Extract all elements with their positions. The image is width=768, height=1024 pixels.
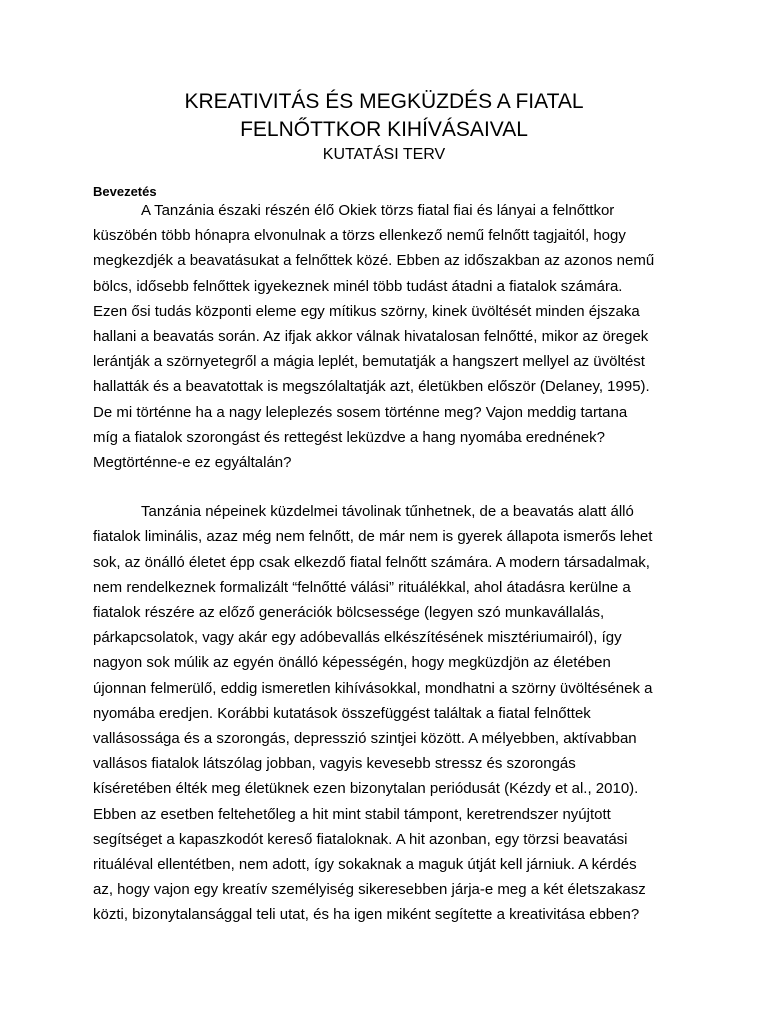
document-body [93, 198, 683, 928]
text-line: rituáléval ellentétben, nem adott, így sokaknak a maguk útját kell járniuk. A kérdés [93, 856, 637, 874]
text-line: sok, az önálló életet épp csak elkezdő fiatal felnőtt számára. A modern társadalmak, [93, 553, 650, 571]
text-line: bölcs, idősebb felnőttek igyekeznek minél több tudást átadni a fiatalok számára. [93, 277, 623, 295]
text-line: újonnan felmerülő, eddig ismeretlen kihívásokkal, mondhatni a szörny üvöltésének a [93, 679, 653, 697]
text-line: az, hogy vajon egy kreatív személyiség sikeresebben járja-e meg a két életszakasz [93, 881, 646, 899]
text-line: míg a fiatalok szorongást és rettegést leküzdve a hang nyomába erednének? [93, 428, 605, 446]
text-line: Ezen ősi tudás központi eleme egy mítikus szörny, kinek üvöltését minden éjszaka [93, 302, 640, 320]
paragraph-1 [93, 198, 683, 475]
document-subtitle: KUTATÁSI TERV [322, 146, 446, 163]
text-line: vallásossága és a szorongás, depresszió szintjei között. A mélyebben, aktívabban [93, 730, 637, 748]
paragraph-gap [93, 475, 683, 499]
title-line-1: KREATIVITÁS ÉS MEGKÜZDÉS A FIATAL [184, 90, 584, 113]
text-line: párkapcsolatok, vagy akár egy adóbevallás elkészítésének misztériumairól), így [93, 629, 622, 647]
text-line: vallásos fiatalok látszólag jobban, vagyis kevesebb stressz és szorongás [93, 755, 576, 773]
title-line-2: FELNŐTTKOR KIHÍVÁSAIVAL [240, 118, 528, 141]
paragraph-2 [93, 499, 683, 927]
text-line: Ebben az esetben feltehetőleg a hit mint stabil támpont, keretrendszer nyújtott [93, 805, 611, 823]
text-line: Tanzánia népeinek küzdelmei távolinak tűnhetnek, de a beavatás alatt álló [141, 503, 634, 521]
text-line: De mi történne ha a nagy leleplezés sosem történne meg? Vajon meddig tartana [93, 403, 628, 421]
document-title [0, 88, 768, 144]
text-line: A Tanzánia északi részén élő Okiek törzs fiatal fiai és lányai a felnőttkor [141, 202, 615, 219]
text-line: hallatták és a beavatottak is megszólaltatják azt, életükben először (Delaney, 1995). [93, 378, 650, 396]
text-line: nem rendelkeznek formalizált “felnőtté válási” rituálékkal, ahol átadásra kerülne a [93, 578, 631, 596]
text-line: segítséget a kapaszkodót kereső fiataloknak. A hit azonban, egy törzsi beavatási [93, 830, 628, 848]
text-line: nyomába eredjen. Korábbi kutatások összefüggést találtak a fiatal felnőttek [93, 704, 591, 722]
section-heading: Bevezetés [93, 184, 157, 199]
text-line: megkezdjék a beavatásukat a felnőttek közé. Ebben az időszakban az azonos nemű [93, 252, 655, 270]
text-line: közti, bizonytalansággal teli utat, és ha igen miként segítette a kreativitása ebben? [93, 906, 640, 924]
text-line: nagyon sok múlik az egyén önálló képességén, hogy megküzdjön az életében [93, 654, 611, 672]
text-line: Megtörténne-e ez egyáltalán? [93, 454, 292, 472]
text-line: kíséretében élték meg életüknek ezen bizonytalan periódusát (Kézdy et al., 2010). [93, 780, 639, 798]
text-line: fiatalok részére az előző generációk bölcsessége (legyen szó munkavállalás, [93, 604, 605, 622]
text-line: hallani a beavatás során. Az ifjak akkor válnak hivatalosan felnőtté, mikor az öregek [93, 328, 649, 346]
text-line: küszöbén több hónapra elvonulnak a törzs ellenkező nemű felnőtt tagjaitól, hogy [93, 227, 626, 245]
text-line: lerántják a szörnyetegről a mágia leplét, bemutatják a hangszert mellyel az üvöltést [93, 353, 645, 371]
text-line: fiatalok liminális, azaz még nem felnőtt, de már nem is gyerek állapota ismerős lehet [93, 528, 653, 546]
